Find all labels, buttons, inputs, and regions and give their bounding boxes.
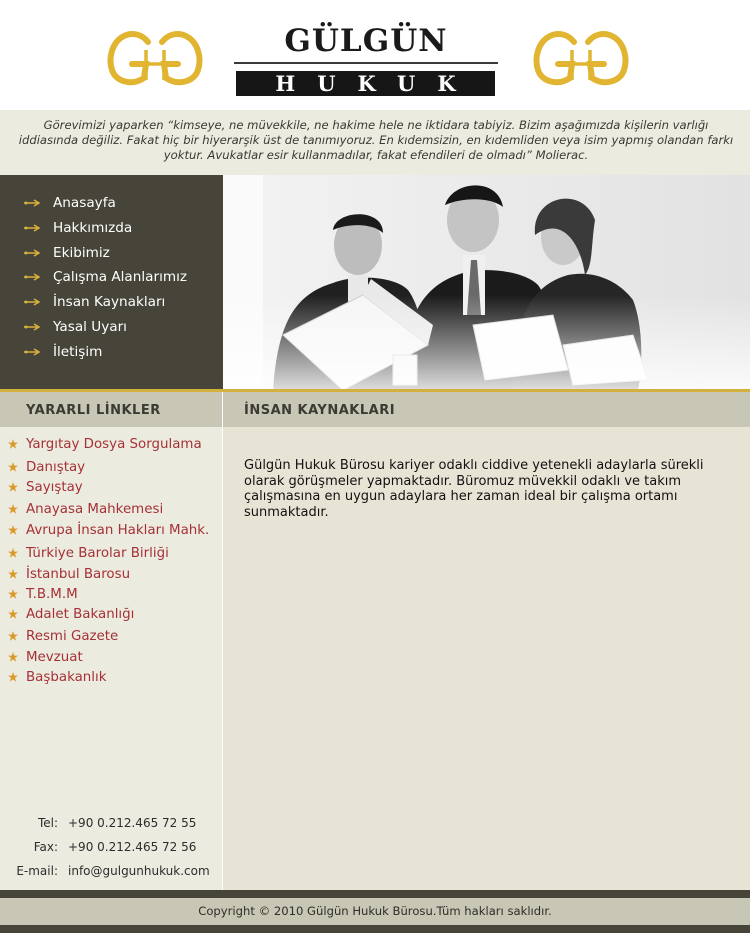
link-label: İstanbul Barosu bbox=[26, 566, 131, 582]
site-footer bbox=[0, 898, 750, 925]
arrow-right-icon bbox=[24, 224, 42, 232]
nav-item-label: Hakkımızda bbox=[53, 220, 133, 236]
link-tbmm[interactable] bbox=[8, 585, 78, 603]
arrow-right-icon bbox=[24, 298, 42, 306]
star-icon bbox=[8, 652, 18, 662]
brand-subtitle: HUKUK bbox=[236, 71, 495, 96]
link-label: Sayıştay bbox=[26, 479, 83, 495]
business-team-photo bbox=[223, 175, 750, 390]
contact-label: Tel: bbox=[37, 816, 58, 830]
star-icon bbox=[8, 525, 18, 535]
gg-logo-left-icon bbox=[102, 28, 208, 88]
link-resmi-gazete[interactable] bbox=[8, 627, 118, 645]
contact-label: Fax: bbox=[33, 840, 58, 854]
star-icon bbox=[8, 548, 18, 558]
site-header bbox=[0, 0, 750, 110]
arrow-right-icon bbox=[24, 273, 42, 281]
nav-item-iletisim[interactable] bbox=[24, 342, 102, 362]
contact-value[interactable]: info@gulgunhukuk.com bbox=[68, 864, 210, 878]
nav-item-yasal-uyari[interactable] bbox=[24, 317, 127, 337]
content-header bbox=[223, 392, 750, 427]
link-istanbul-barosu[interactable] bbox=[8, 565, 130, 583]
link-label: Yargıtay Dosya Sorgulama bbox=[26, 436, 202, 452]
contact-fax bbox=[0, 840, 222, 858]
arrow-right-icon bbox=[24, 323, 42, 331]
link-label: Resmi Gazete bbox=[26, 628, 119, 644]
link-label: Avrupa İnsan Hakları Mahk. bbox=[26, 522, 210, 538]
star-icon bbox=[8, 589, 18, 599]
star-icon bbox=[8, 482, 18, 492]
nav-item-label: Çalışma Alanlarımız bbox=[53, 269, 187, 285]
quote-band bbox=[0, 110, 750, 175]
link-barolar-birligi[interactable] bbox=[8, 544, 169, 562]
nav-item-label: İnsan Kaynakları bbox=[53, 294, 166, 310]
sidebar-header bbox=[0, 392, 222, 427]
gg-logo-right-icon bbox=[528, 28, 634, 88]
footer-top-bar bbox=[0, 890, 750, 898]
nav-item-label: Ekibimiz bbox=[53, 245, 110, 261]
link-mevzuat[interactable] bbox=[8, 648, 83, 666]
contact-value: +90 0.212.465 72 56 bbox=[68, 840, 197, 854]
nav-item-label: Anasayfa bbox=[53, 195, 116, 211]
contact-value: +90 0.212.465 72 55 bbox=[68, 816, 197, 830]
link-label: Türkiye Barolar Birliği bbox=[26, 545, 169, 561]
brand-name: GÜLGÜN bbox=[284, 23, 448, 59]
link-sayistay[interactable] bbox=[8, 478, 83, 496]
content-paragraph: Gülgün Hukuk Bürosu kariyer odaklı ciddive yetenekli adaylarla sürekli olarak görüşmeler yapmaktadır. Büromuz müvekkil odaklı ve takım çalışmasına en uygun adaylara her zaman ideal bir çalışma ortamı sunmaktadır. bbox=[244, 458, 704, 520]
link-yargitay[interactable] bbox=[8, 435, 202, 453]
sidebar-title: YARARLI LİNKLER bbox=[26, 403, 161, 418]
arrow-right-icon bbox=[24, 348, 42, 356]
arrow-right-icon bbox=[24, 199, 42, 207]
link-basbakanlik[interactable] bbox=[8, 668, 106, 686]
star-icon bbox=[8, 504, 18, 514]
contact-email[interactable] bbox=[0, 864, 222, 882]
nav-item-anasayfa[interactable] bbox=[24, 193, 116, 213]
link-label: T.B.M.M bbox=[26, 586, 78, 602]
footer-bottom-bar bbox=[0, 925, 750, 933]
arrow-right-icon bbox=[24, 249, 42, 257]
nav-item-insan-kaynaklari[interactable] bbox=[24, 292, 165, 312]
link-label: Anayasa Mahkemesi bbox=[26, 501, 164, 517]
star-icon bbox=[8, 439, 18, 449]
star-icon bbox=[8, 462, 18, 472]
copyright-text: Copyright © 2010 Gülgün Hukuk Bürosu.Tüm hakları saklıdır. bbox=[198, 904, 552, 918]
star-icon bbox=[8, 569, 18, 579]
link-anayasa-mahkemesi[interactable] bbox=[8, 500, 163, 518]
main-content bbox=[223, 392, 750, 890]
star-icon bbox=[8, 609, 18, 619]
link-label: Danıştay bbox=[26, 459, 86, 475]
link-adalet-bakanligi[interactable] bbox=[8, 605, 134, 623]
link-aihm[interactable] bbox=[8, 521, 209, 539]
nav-item-hakkimizda[interactable] bbox=[24, 218, 132, 238]
motto-quote: Görevimizi yaparken “kimseye, ne müvekkile, ne hakime hele ne iktidara tabiyiz. Bizim aşağımızda kişilerin varlığı iddiasında değiliz. Fakat hiç bir hiyerarşik üst de tanımıyoruz. En kıdemsizin, en kıdemliden veya isim yapmış olandan farkı yoktur. Avukatlar esir kullanmadılar, fakat efendileri de olmadı” Molierac. bbox=[18, 118, 734, 162]
nav-item-label: Yasal Uyarı bbox=[53, 319, 127, 335]
useful-links-sidebar bbox=[0, 392, 222, 890]
link-label: Adalet Bakanlığı bbox=[26, 606, 135, 622]
star-icon bbox=[8, 672, 18, 682]
contact-label: E-mail: bbox=[16, 864, 58, 878]
nav-item-label: İletişim bbox=[53, 344, 103, 360]
main-navigation bbox=[0, 175, 223, 390]
photo-illustration bbox=[223, 175, 750, 390]
link-label: Mevzuat bbox=[26, 649, 83, 665]
contact-phone bbox=[0, 816, 222, 834]
page-title: İNSAN KAYNAKLARI bbox=[244, 403, 396, 418]
link-danistay[interactable] bbox=[8, 458, 85, 476]
link-label: Başbakanlık bbox=[26, 669, 107, 685]
brand-divider bbox=[234, 62, 498, 64]
nav-item-calisma-alanlari[interactable] bbox=[24, 267, 187, 287]
star-icon bbox=[8, 631, 18, 641]
nav-item-ekibimiz[interactable] bbox=[24, 243, 110, 263]
